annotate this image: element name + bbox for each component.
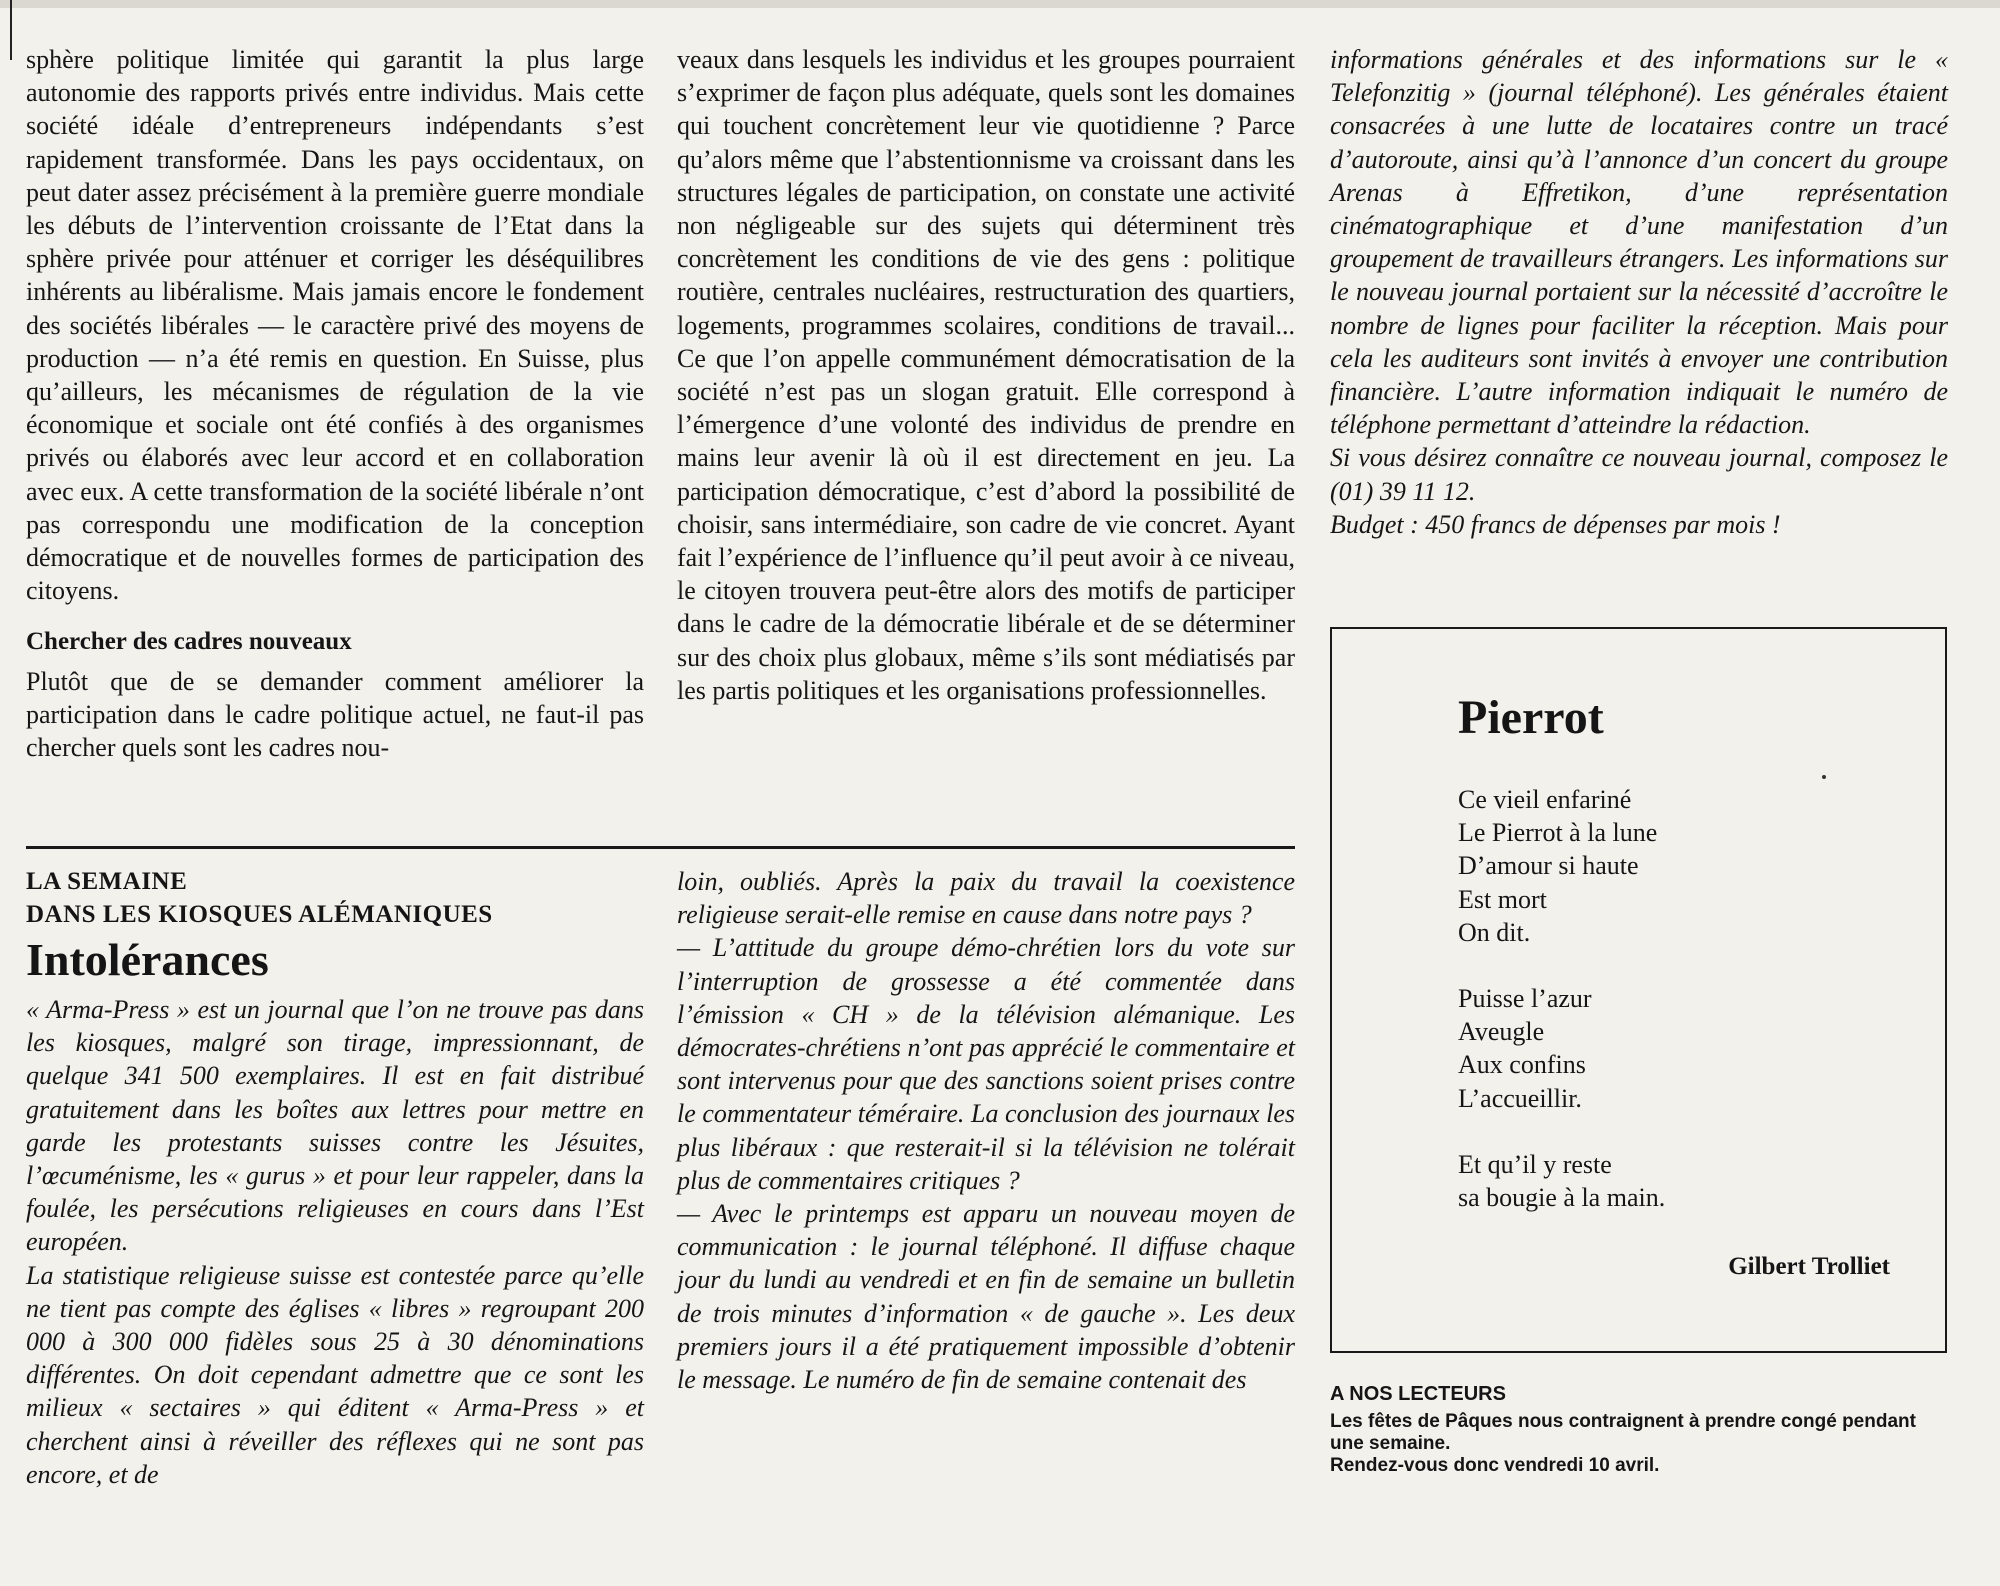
scan-top-edge	[0, 0, 2000, 8]
section-subheading: Chercher des cadres nouveaux	[26, 628, 352, 656]
article-paragraph: La statistique religieuse suisse est contestée parce qu’elle ne tient pas compte des églises « libres » regroupant 200 000 à 300 000 fidèles sous 25 à 30 dénominations différentes. On doit cependant admettre que ce sont les milieux « sectaires » qui éditent « Arma-Press » et cherchent ainsi à réveiller des réflexes qui ne sont pas encore, et de	[26, 1260, 644, 1489]
article-paragraph: loin, oubliés. Après la paix du travail la coexistence religieuse serait-elle remise en cause dans notre pays ?	[677, 867, 1295, 930]
poem-body	[1458, 783, 1665, 1247]
notice-title: A NOS LECTEURS	[1330, 1383, 1506, 1405]
poem-stanza	[1458, 982, 1665, 1115]
article-paragraph: « Arma-Press » est un journal que l’on ne trouve pas dans les kiosques, malgré son tirage, impressionnant, de quelque 341 500 exemplaires. Il est en fait distribué gratuitement dans les boîtes aux lettres pour mettre en garde les protestants suisses contre les Jésuites, l’œcuménisme, les « gurus » et pour leur rappeler, dans la foulée, les persécutions religieuses en cours dans l’Est européen.	[26, 995, 644, 1257]
poem-line: sa bougie à la main.	[1458, 1183, 1666, 1213]
poem-line: L’accueillir.	[1458, 1083, 1582, 1113]
section-divider	[26, 846, 1295, 849]
top-column-3	[1330, 43, 1948, 541]
poem-stanza	[1458, 783, 1665, 949]
poem-author: Gilbert Trolliet	[1728, 1253, 1890, 1280]
ink-speck	[1822, 775, 1826, 779]
top-column-1	[26, 43, 644, 764]
poem-line: Le Pierrot à la lune	[1458, 818, 1658, 848]
poem-line: D’amour si haute	[1458, 851, 1639, 881]
article-headline: Intolérances	[26, 934, 269, 985]
body-paragraph: Si vous désirez connaître ce nouveau journal, composez le (01) 39 11 12.	[1330, 443, 1948, 506]
article-kicker-line2: DANS LES KIOSQUES ALÉMANIQUES	[26, 901, 493, 928]
poem-line: Est mort	[1458, 884, 1547, 914]
article-column-2	[677, 865, 1295, 1396]
article-column-1	[26, 865, 644, 1491]
poem-stanza	[1458, 1148, 1665, 1214]
poem-line: On dit.	[1458, 917, 1531, 947]
poem-line: Aux confins	[1458, 1050, 1586, 1080]
poem-title: Pierrot	[1458, 691, 1604, 744]
poem-line: Aveugle	[1458, 1017, 1545, 1047]
notice-line: Les fêtes de Pâques nous contraignent à prendre congé pendant une semaine.	[1330, 1411, 1916, 1454]
body-paragraph: informations générales et des informations sur le « Telefonzitig » (journal téléphoné). Les générales étaient consacrées à une lutte de locataires contre un tracé d’autoroute, ainsi qu’à l’annonce d’un concert du groupe Arenas à Effretikon, d’une représentation cinématographique et d’une manifestation d’un groupement de travailleurs étrangers. Les informations sur le nouveau journal portaient sur la nécessité d’accroître le nombre de lignes pour faciliter la réception. Mais pour cela les auditeurs sont invités à envoyer une contribution financière. L’autre information indiquait le numéro de téléphone permettant d’atteindre la rédaction.	[1330, 45, 1948, 440]
top-column-2	[677, 43, 1295, 707]
poem-line: Ce vieil enfariné	[1458, 785, 1632, 814]
poem-line: Et qu’il y reste	[1458, 1149, 1612, 1179]
left-margin-rule	[10, 0, 12, 60]
poem-line: Puisse l’azur	[1458, 984, 1592, 1014]
poem-box	[1330, 627, 1947, 1353]
article-paragraph: — Avec le printemps est apparu un nouveau moyen de communication : le journal téléphoné. Il diffuse chaque jour du lundi au vendredi et en fin de semaine un bulletin de trois minutes d’information « de gauche ». Les deux premiers jours il a été pratiquement impossible d’obtenir le message. Le numéro de fin de semaine contenait des	[677, 1199, 1295, 1395]
body-paragraph: Budget : 450 francs de dépenses par mois !	[1330, 509, 1781, 539]
readers-notice	[1330, 1383, 1948, 1477]
body-paragraph: sphère politique limitée qui garantit la plus large autonomie des rapports privés entre individus. Mais cette société idéale d’entrepreneurs indépendants s’est rapidement transformée. Dans les pays occidentaux, on peut dater assez précisément à la première guerre mondiale les débuts de l’intervention croissante de l’Etat dans la sphère privée pour atténuer et corriger les déséquilibres inhérents au libéralisme. Mais jamais encore le fondement des sociétés libérales — le caractère privé des moyens de production — n’a été remis en question. En Suisse, plus qu’ailleurs, les mécanismes de régulation de la vie économique et sociale ont été confiés à des organismes privés ou élaborés avec leur accord et en collaboration avec eux. A cette transformation de la société libérale n’ont pas correspondu une modification de la conception démocratique et de nouvelles formes de participation des citoyens.	[26, 45, 644, 606]
article-paragraph: — L’attitude du groupe démo-chrétien lors du vote sur l’interruption de grossesse a été commentée dans l’émission « CH » de la télévision alémanique. Les démocrates-chrétiens n’ont pas apprécié le commentaire et sont intervenus pour que des sanctions soient prises contre le commentateur téméraire. La conclusion des journaux les plus libéraux : que resterait-il si la télévision ne tolérait plus de commentaires critiques ?	[677, 933, 1295, 1195]
body-paragraph: Plutôt que de se demander comment améliorer la participation dans le cadre politique actuel, ne faut-il pas chercher quels sont les cadres nou-	[26, 666, 644, 763]
article-kicker-line1: LA SEMAINE	[26, 868, 188, 895]
body-paragraph: veaux dans lesquels les individus et les groupes pourraient s’exprimer de façon plus adéquate, quels sont les domaines qui touchent concrètement leur vie quotidienne ? Parce qu’alors même que l’abstentionnisme va croissant dans les structures légales de participation, on constate une activité non négligeable sur des sujets qui déterminent très concrètement les conditions de vie des gens : politique routière, centrales nucléaires, restructuration des quartiers, logements, programmes scolaires, conditions de travail... Ce que l’on appelle communément démocratisation de la société n’est pas un slogan gratuit. Elle correspond à l’émergence d’une volonté des individus de prendre en mains leur avenir là où il est directement en jeu. La participation démocratique, c’est d’abord la possibilité de choisir, sans intermédiaire, son cadre de vie concret. Ayant fait l’expérience de l’influence qu’il peut avoir à ce niveau, le citoyen trouvera peut-être alors des motifs de participer dans le cadre de la démocratie libérale et de se déterminer sur des choix plus globaux, même s’ils sont médiatisés par les partis politiques et les organisations professionnelles.	[677, 45, 1295, 705]
notice-line: Rendez-vous donc vendredi 10 avril.	[1330, 1455, 1660, 1476]
